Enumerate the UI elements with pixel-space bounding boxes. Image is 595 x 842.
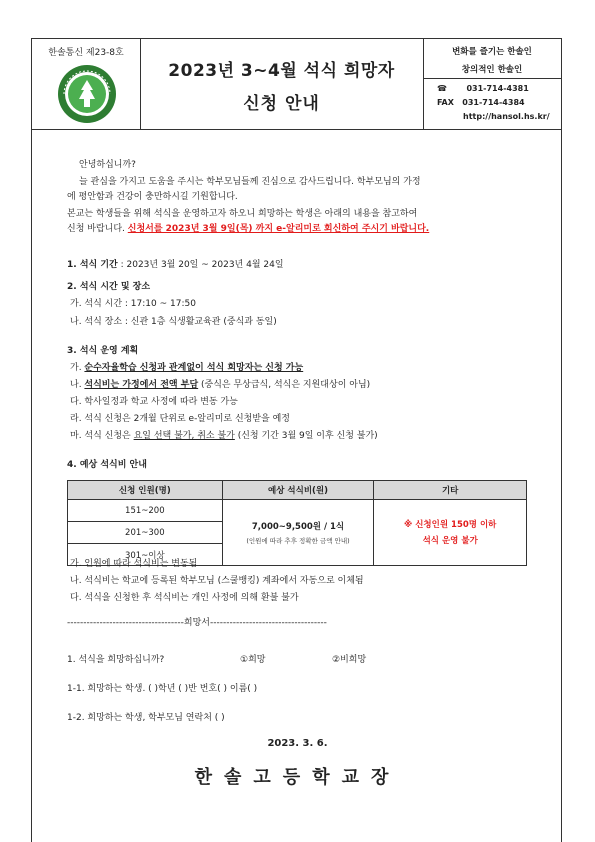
fax-number: 031-714-4384 bbox=[462, 98, 525, 107]
item-b-emphasis: 석식비는 가정에서 전액 부담 bbox=[84, 380, 199, 390]
form-question-1: 1. 석식을 희망하십니까? bbox=[67, 655, 165, 665]
item-b-rest: (중식은 무상급식, 석식은 지원대상이 아님) bbox=[198, 380, 371, 390]
cost-cell bbox=[222, 500, 374, 566]
header-title-block bbox=[140, 39, 424, 129]
principal-signature: 한솔고등학교장 bbox=[194, 767, 401, 788]
table-row bbox=[68, 500, 527, 522]
section-4-item-a: 가. 인원에 따라 석식비는 변동됨 bbox=[70, 559, 198, 569]
section-1 bbox=[67, 259, 284, 271]
header-cost: 예상 석식비(원) bbox=[222, 481, 374, 500]
greeting-line-5 bbox=[67, 223, 429, 235]
greeting-line-3: 에 평안함과 건강이 충만하시길 기원합니다. bbox=[67, 192, 238, 202]
applicants-cell: 301~이상 bbox=[68, 544, 223, 566]
header bbox=[32, 39, 561, 130]
item-e-emphasis: 요일 선택 불가, 취소 불가 bbox=[133, 431, 235, 441]
page-title: 2023년 3~4월 석식 희망자 bbox=[168, 61, 395, 81]
etc-cell bbox=[374, 500, 527, 566]
greeting-line-2: 늘 관심을 가지고 도움을 주시는 학부모님들께 진심으로 감사드립니다. 학부모님의 가정 bbox=[79, 177, 421, 187]
form-contact[interactable]: 1-2. 희망하는 학생, 학부모님 연락처 ( ) bbox=[67, 713, 225, 723]
form-student-info[interactable]: 1-1. 희망하는 학생. ( )학년 ( )반 번호( ) 이름( ) bbox=[67, 684, 258, 694]
section-2-title: 2. 석식 시간 및 장소 bbox=[67, 282, 151, 292]
item-e-prefix: 마. 석식 신청은 bbox=[70, 431, 134, 441]
page-subtitle: 신청 안내 bbox=[243, 94, 320, 114]
section-3-item-e bbox=[70, 430, 378, 442]
greeting-line-1: 안녕하십니까? bbox=[79, 160, 136, 170]
section-2-item-b: 나. 석식 장소 : 신관 1층 식생활교육관 (중식과 동일) bbox=[70, 317, 277, 327]
section-2-item-a: 가. 석식 시간 : 17:10 ~ 17:50 bbox=[70, 299, 196, 309]
etc-line-2: 석식 운영 불가 bbox=[422, 535, 478, 546]
header-left bbox=[32, 39, 141, 129]
section-1-text: : 2023년 3월 20일 ~ 2023년 4월 24일 bbox=[117, 260, 284, 270]
etc-line-1: ※ 신청인원 150명 이하 bbox=[404, 519, 497, 530]
section-3-item-c: 다. 학사일정과 학교 사정에 따라 변동 가능 bbox=[70, 397, 238, 407]
header-applicants: 신청 인원(명) bbox=[68, 481, 223, 500]
applicants-cell: 201~300 bbox=[68, 522, 223, 544]
item-b-prefix: 나. bbox=[70, 380, 85, 390]
fax-label: FAX bbox=[437, 98, 454, 107]
applicants-cell: 151~200 bbox=[68, 500, 223, 522]
cost-note: (인원에 따라 추후 정확한 금액 안내) bbox=[246, 537, 350, 545]
greeting-line-5-prefix: 신청 바랍니다. bbox=[67, 224, 128, 234]
fax-line bbox=[437, 98, 525, 107]
form-divider: ------------------------------------희망서------------------------------------ bbox=[67, 618, 327, 628]
school-emblem-icon bbox=[56, 63, 118, 125]
option-no-hope[interactable]: ②비희망 bbox=[332, 655, 367, 665]
item-e-rest: (신청 기간 3월 9일 이후 신청 불가) bbox=[234, 431, 378, 441]
phone-number: 031-714-4381 bbox=[466, 84, 529, 93]
fee-table bbox=[67, 480, 527, 566]
divider bbox=[423, 78, 561, 79]
phone-icon: ☎ bbox=[437, 84, 447, 93]
header-contact bbox=[423, 39, 561, 129]
option-hope[interactable]: ①희망 bbox=[240, 655, 266, 665]
slogan-2: 창의적인 한솔인 bbox=[461, 65, 523, 75]
issue-number: 한솔통신 제23-8호 bbox=[48, 48, 124, 58]
phone-line bbox=[437, 84, 529, 93]
section-3-item-d: 라. 석식 신청은 2개월 단위로 e-알리미로 신청받을 예정 bbox=[70, 414, 290, 424]
section-3-item-b bbox=[70, 379, 370, 391]
section-3-title: 3. 석식 운영 계획 bbox=[67, 346, 139, 356]
section-4-item-b: 나. 석식비는 학교에 등록된 학부모님 (스쿨뱅킹) 계좌에서 자동으로 이체됨 bbox=[70, 576, 364, 586]
fee-table-header bbox=[68, 481, 527, 500]
document-date: 2023. 3. 6. bbox=[267, 738, 328, 749]
section-3-item-a bbox=[70, 362, 303, 374]
slogan-1: 변화를 즐기는 한솔인 bbox=[452, 47, 532, 57]
homepage-link[interactable]: http://hansol.hs.kr/ bbox=[463, 112, 550, 121]
deadline-notice: 신청서를 2023년 3월 9일(목) 까지 e-알리미로 회신하여 주시기 바랍니다. bbox=[127, 224, 430, 234]
section-1-label: 1. 석식 기간 bbox=[67, 260, 118, 270]
item-a-prefix: 가. bbox=[70, 363, 85, 373]
section-4-title: 4. 예상 석식비 안내 bbox=[67, 460, 147, 470]
section-4-item-c: 다. 석식을 신청한 후 석식비는 개인 사정에 의해 환불 불가 bbox=[70, 593, 299, 603]
header-etc: 기타 bbox=[374, 481, 527, 500]
cost-value: 7,000~9,500원 / 1식 bbox=[251, 522, 345, 532]
item-a-emphasis: 순수자율학습 신청과 관계없이 석식 희망자는 신청 가능 bbox=[84, 363, 304, 373]
greeting-line-4: 본교는 학생들을 위해 석식을 운영하고자 하오니 희망하는 학생은 아래의 내용을 참고하여 bbox=[67, 209, 418, 219]
